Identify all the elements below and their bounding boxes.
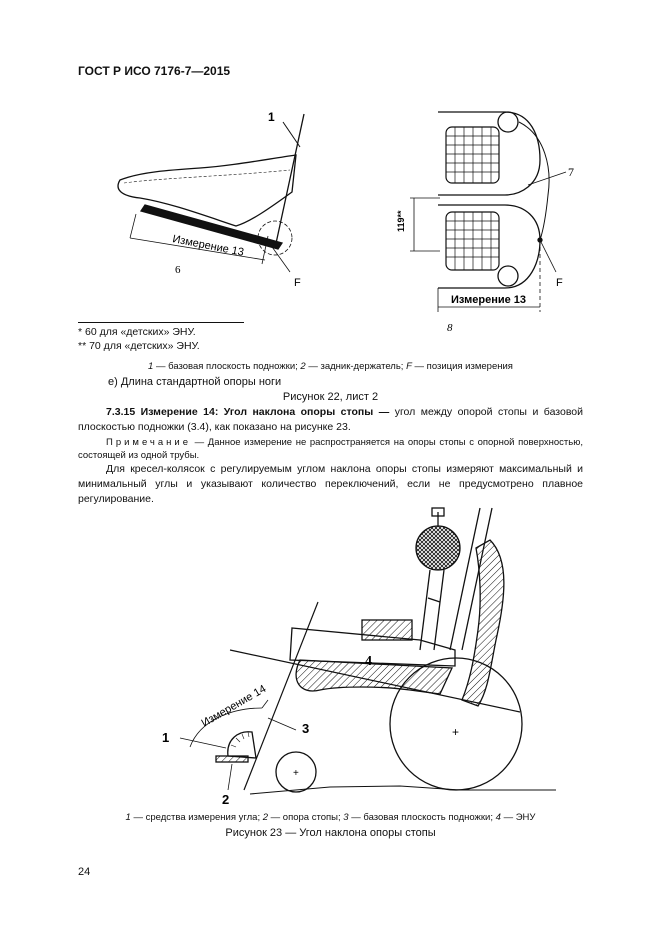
section-7-3-15 [78,405,583,435]
fig23-measure-14: Измерение 14 [199,682,269,730]
fig22-label-1: 1 [268,110,275,124]
figure-23-caption: Рисунок 23 — Угол наклона опоры стопы [225,827,436,839]
fig22-measure-left: Измерение 13 [171,233,245,259]
leader-line-1 [283,122,300,147]
fig22-dim-119: 119** [396,210,406,232]
page-number: 24 [78,866,91,878]
leader-line-F [270,244,290,272]
fig23-label-3: 3 [302,721,310,736]
caster-center-mark: + [293,768,299,779]
footnote-1: * 60 для «детских» ЭНУ. [78,326,196,338]
fig22-sub-8: 8 [447,322,453,334]
note-paragraph [78,436,583,462]
fig22-label-7: 7 [568,165,574,179]
fig23-label-4: 4 [365,654,372,669]
fig22-label-F-right: F [556,277,563,289]
fig23-label-1: 1 [162,730,170,745]
shoe-outline [118,155,296,226]
figure-22-drawings [0,95,661,345]
foot-support-plate [216,756,248,762]
figure-23-legend: 1 — средства измерения угла; 2 — опора стопы; 3 — базовая плоскость подножки; 4 — ЭНУ [125,812,536,823]
fig22-measure-right: Измерение 13 [451,294,527,306]
document-header: ГОСТ Р ИСО 7176-7—2015 [78,64,231,78]
note-text: — Данное измерение не распространяется на опоры стопы с опорной поверхностью, состоящей из одной трубы. [78,437,583,461]
fig23-label-2: 2 [222,792,230,805]
subfigure-title: е) Длина стандартной опоры ноги [108,376,282,388]
lower-footplate-outline [438,205,540,288]
base-plane-line [275,114,304,248]
headrest-ball [416,526,460,570]
angle-gauge [228,732,256,758]
footnote-2: ** 70 для «детских» ЭНУ. [78,340,200,352]
figure-22-legend: 1 — базовая плоскость подножки; 2 — задник-держатель; F — позиция измерения [148,361,513,372]
section-heading: 7.3.15 Измерение 14: Угол наклона опоры стопы — [106,406,390,418]
wheel-center-mark: + [452,725,460,739]
fig22-sub-6: 6 [175,264,181,276]
figure-23-drawing [0,505,661,805]
note-label: Примечание [106,437,191,448]
fig22-label-F-left: F [294,277,301,289]
figure-22-caption: Рисунок 22, лист 2 [282,391,379,403]
figure-22-right-drawing [410,112,566,312]
adjustable-paragraph: Для кресел-колясок с регулируемым углом наклона опоры стопы измеряют максимальный и минимальный углы и указывают количество переключений, если не предусмотрено плавное регулирование. [78,463,583,505]
footnote-separator [78,322,244,323]
section-text: угол между опорой стопы и базовой плоскостью подножки (3.4), как показано на рисунке 23. [78,406,583,433]
ground-line [250,786,556,794]
